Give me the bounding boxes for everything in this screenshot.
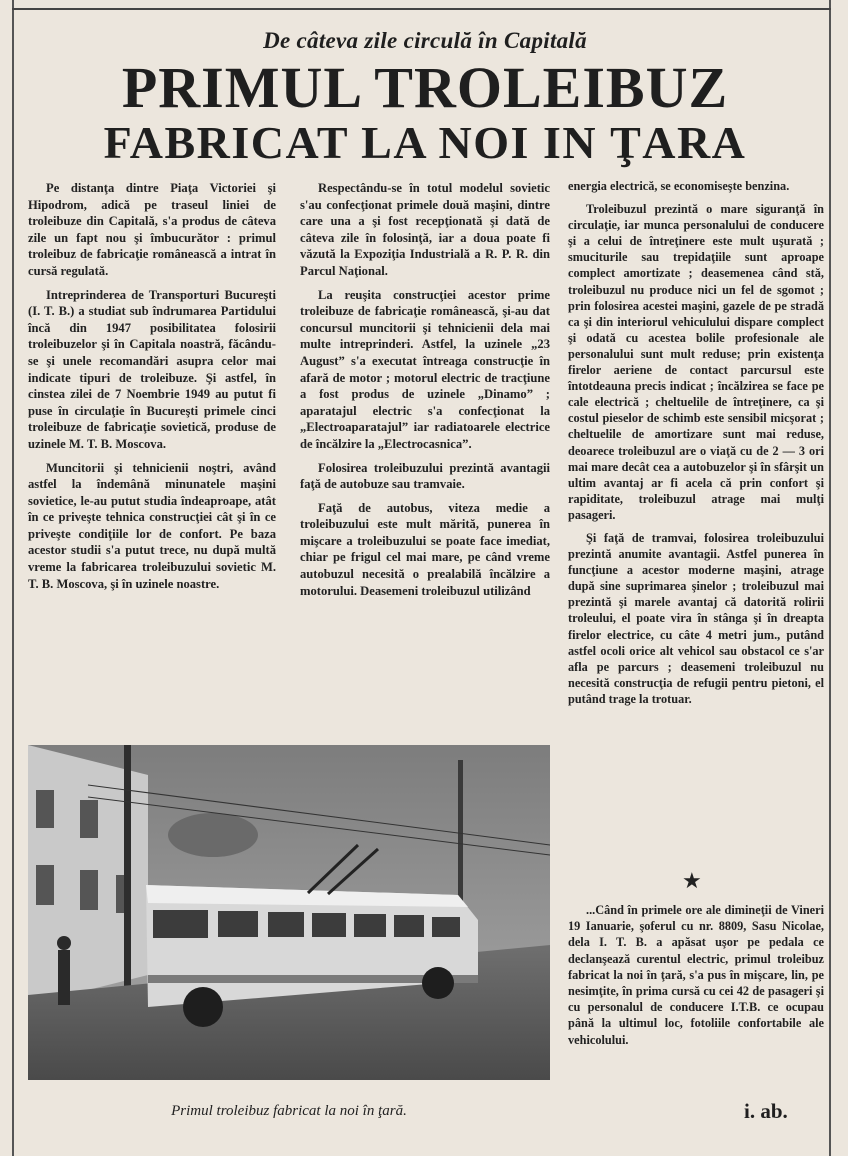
top-rule [12,8,831,10]
kicker: De câteva zile circulă în Capitală [263,28,587,53]
trolleybus-photo-image [28,745,550,1080]
article-column-3-closing [568,902,824,1055]
article-column-2 [300,180,550,606]
trolleybus-photo [28,745,550,1080]
paragraph: Pe distanţa dintre Piaţa Victoriei şi Hipodrom, adică pe traseul liniei de troleibuze din Capitală, s'a produs de câteva zile un fapt nou şi îmbucurător : primul troleibuz de fabricaţie românească a intrat în cursă regulată. [28,181,276,278]
paragraph: Intreprinderea de Transporturi Bucureşti (I. T. B.) a studiat sub îndrumarea Partidului încă din 1947 posibilitatea folosirii troleibuzelor şi în Capitala noastră, făcându-se şi unele recomandări asupra celor mai indicate tipuri de troleibuze. Şi astfel, în cinstea zilei de 7 Noembrie 1949 au putut fi puse în circulaţie în Bucureşti primele cinci troleibuze de fabricaţie sovietică, produse de uzinele M. T. B. Moscova. [28,287,276,451]
paragraph: Muncitorii şi tehnicienii noştri, având astfel la îndemână minunatele maşini sovietice, le-au putut studia îndeaproape, atât în ce priveşte tehnica construcţiei cât şi în ce priveşte condiţiile lor de confort. Pe baza acestor studii s'a putut trece, nu după multă vreme la fabricarea troleibuzului sovietic M. T. B. Moscova, şi în uzinele noastre. [28,460,276,591]
paragraph: energia electrică, se economiseşte benzina. [568,179,790,193]
paragraph: La reuşita construcţiei acestor prime troleibuze de fabricaţie românească, şi-au dat concursul muncitorii şi tehnicienii dela mai multe intreprinderi. Astfel, la uzinele „23 August” s'a executat întreaga construcţie în afară de motor ; motorul electric de tracţiune a fost produs de uzinele „Dinamo” ; aparatajul electric s'a confecţionat la „Electroaparatajul” iar radiatoarele electrice de încălzire la „Electrocasnica”. [300,287,550,451]
paragraph: Faţă de autobus, viteza medie a troleibuzului este mult mărită, punerea în mişcare a troleibuzului se poate face imediat, chiar pe frigul cel mai mare, pe când vreme autobuzul necesită o prealabilă încălzire a motorului. Deasemeni troleibuzul utilizând [300,500,550,598]
photo-caption: Primul troleibuz fabricat la noi în ţară. [171,1103,407,1119]
author-signature: i. ab. [744,1099,788,1123]
paragraph: Respectându-se în totul modelul sovietic s'au confecţionat primele două maşini, dintre care una a şi fost recepţionată şi dată de câteva zile în folosinţă, iar a doua poate fi văzută la Expoziţia Industrială a R. P. R. din Parcul Naţional. [300,181,550,278]
star-icon: ★ [682,868,702,893]
headline-line-2: FABRICAT LA NOI IN ŢARA [103,117,747,168]
paragraph: Troleibuzul prezintă o mare siguranţă în circulaţie, iar munca personalului de conducere şi a celui de întreţinere este mult uşurată ; smuciturile sau trepidaţiile sunt aproape complect amortizate ; deasemenea când stă, troleibuzul nu produce nici un fel de sgomot ; prin folosirea acestei maşini, gazele de pe stradă ca şi din interiorul vehiculului dispare complect şi odată cu acestea bolile profesionale ale personalului sunt mult reduse; prin existenţa firelor aeriene de contact parcursul este întotdeauna precis indicat ; încălzirea se face pe cale electrică ; cheltuelile de întreţinere, ca şi costul pieselor de schimb este sensibil micşorat ; cheltuelile de amortizare sunt mai reduse, deoarece troleibuzul are o viaţă cu de 2 — 3 ori mai mare decât cea a autobuzelor şi în sfârşit un ultim avantaj ar fi acela că prin confort şi rapiditate, troleibuzul atrage mai mulţi pasageri. [568,202,824,522]
paragraph: Folosirea troleibuzului prezintă avantagii faţă de autobuze sau tramvaie. [300,460,550,492]
paragraph: ...Când în primele ore ale dimineţii de Vineri 19 Ianuarie, şoferul cu nr. 8809, Sasu Nicolae, dela I. T. B. a apăsat uşor pe pedala ce declanşează curentul electric, primul troleibuz fabricat la noi în ţară, s'a pus în mişcare, lin, pe nesimţite, în prima cursă cu cei 42 de pasageri şi cu personalul de conducere I.T.B. ce ocupau până la ultimul loc, fotoliile confortabile ale vehicolului. [568,903,824,1047]
page-border-right [829,0,831,1156]
article-column-3 [568,178,824,714]
paragraph: Şi faţă de tramvai, folosirea troleibuzului prezintă anumite avantagii. Astfel punerea în funcţiune a acestor moderne maşini, atrage după sine suprimarea şinelor ; troleibuzul mai prezintă şi marele avantaj că datorită rolirii troleului, el poate vira în stânga şi în dreapta firelor electrice, cu câte 4 metri jum., putând astfel ocoli orice alt vehicol sau obstacol ce s'ar afla pe parcurs ; deasemeni troleibuzul nu necesită construcţia de refugii pentru pietoni, el putând trage la trotuar. [568,530,824,706]
page-border-left [12,0,14,1156]
article-column-1 [28,180,276,599]
headline-line-1: PRIMUL TROLEIBUZ [121,55,729,120]
